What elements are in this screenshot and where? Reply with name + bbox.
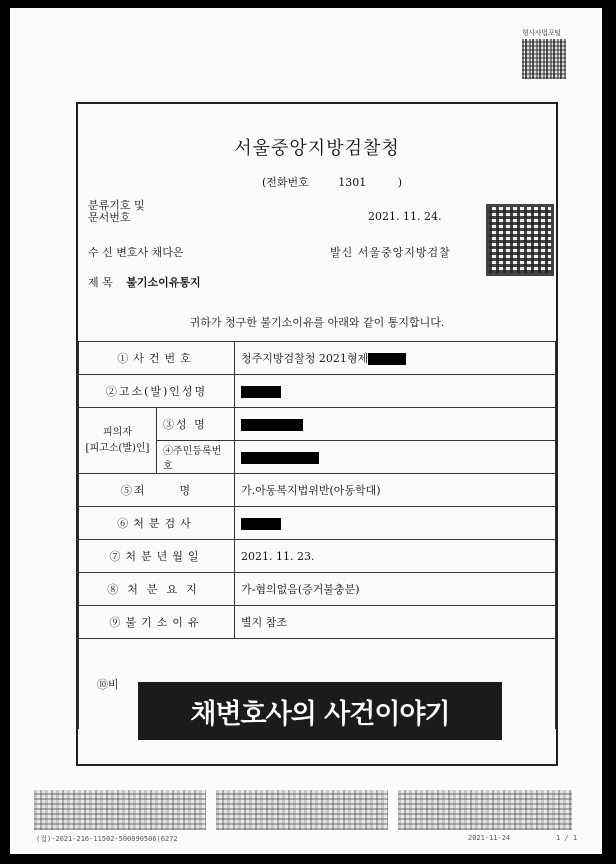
blurred-text-block: [34, 790, 206, 830]
redaction-bar: [241, 386, 281, 398]
phone-suffix: ): [397, 176, 403, 189]
disposition-summary-value: 가-혐의없음(증거불충분): [235, 573, 556, 606]
non-prosecution-reason-label: ⑨불기소이유: [79, 606, 235, 639]
crime-value: 가.아동복지법위반(아동학대): [235, 474, 556, 507]
crime-label: ⑤죄 명: [79, 474, 235, 507]
table-row: [79, 408, 556, 441]
suspect-name-value: [235, 408, 556, 441]
suspect-group-label: [79, 408, 157, 474]
classification-label: [88, 200, 145, 224]
redaction-bar: [241, 452, 319, 464]
case-number-label: ①사건번호: [79, 342, 235, 375]
subject-line: [88, 274, 201, 290]
prosecutor-label: ⑥처분검사: [79, 507, 235, 540]
channel-banner: 채변호사의 사건이야기: [138, 682, 502, 740]
redaction-bar: [241, 518, 281, 530]
prosecutor-value: [235, 507, 556, 540]
document-title: 서울중앙지방검찰청: [234, 138, 400, 159]
remarks-label: ⑩비: [97, 677, 119, 691]
blurred-text-block: [216, 790, 388, 830]
footer-code: (접)-2021-216-11502-500090506(6272: [36, 835, 178, 843]
disposition-summary-label: ⑧처분요지: [79, 573, 235, 606]
suspect-id-value: [235, 441, 556, 474]
blurred-text-block: [398, 790, 572, 830]
table-row: [79, 474, 556, 507]
document-frame: [76, 102, 558, 766]
document-date: 2021. 11. 24.: [368, 210, 442, 223]
sender: 발신 서울중앙지방검찰: [330, 246, 451, 259]
complainant-value: [235, 375, 556, 408]
subject-label: 제 목: [88, 276, 113, 289]
complainant-label: ②고소(발)인성명: [79, 375, 235, 408]
footer-page: 1 / 1: [556, 834, 578, 842]
suspect-group-line1: 피의자: [103, 426, 132, 438]
phone-line: [262, 174, 402, 190]
suspect-id-label: ④주민등록번호: [157, 441, 235, 474]
official-seal-icon: [486, 204, 554, 276]
phone-prefix: (전화번호: [262, 176, 309, 189]
intro-sentence: 귀하가 청구한 불기소이유를 아래와 같이 통지합니다.: [189, 316, 445, 329]
footer-date: 2021-11-24: [468, 834, 511, 842]
table-row: [79, 540, 556, 573]
table-row: [79, 375, 556, 408]
classification-label-line2: 문서번호: [88, 211, 131, 224]
suspect-group-line2: [피고소(발)인]: [85, 442, 150, 454]
case-number-value: 청주지방검찰청 2021형제: [235, 342, 556, 375]
phone-number: 1301: [338, 176, 367, 189]
redaction-bar: [368, 353, 406, 365]
qr-code-icon: [522, 39, 566, 79]
table-row: [79, 342, 556, 375]
table-row: [79, 606, 556, 639]
subject-value: 불기소이유통지: [126, 276, 201, 289]
table-row: [79, 507, 556, 540]
non-prosecution-reason-value: 별지 참조: [235, 606, 556, 639]
portal-stamp-label: 형사사법포털: [522, 29, 561, 37]
disposition-date-value: 2021. 11. 23.: [235, 540, 556, 573]
disposition-date-label: ⑦처분년월일: [79, 540, 235, 573]
notice-table: [78, 341, 556, 729]
table-row: [79, 573, 556, 606]
suspect-name-label: ③성 명: [157, 408, 235, 441]
classification-label-line1: 분류기호 및: [88, 199, 145, 212]
recipient: 수 신 변호사 채다은: [88, 246, 184, 259]
redaction-bar: [241, 419, 303, 431]
